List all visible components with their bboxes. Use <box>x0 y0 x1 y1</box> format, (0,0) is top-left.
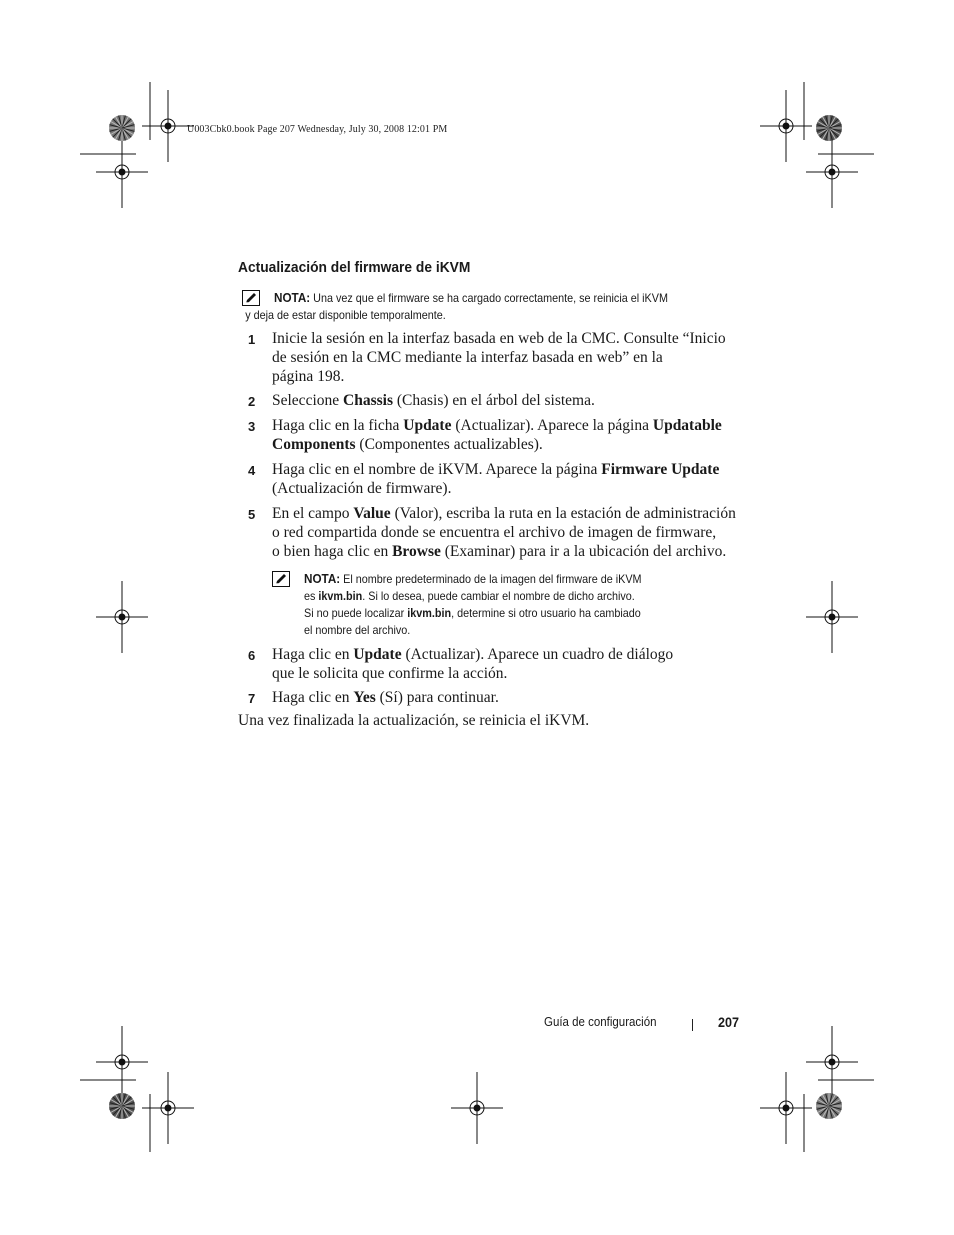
note-text: y deja de estar disponible temporalmente. <box>245 308 446 322</box>
section-title: Actualización del firmware de iKVM <box>238 259 471 276</box>
step-number: 7 <box>248 691 256 706</box>
crosshair-mark <box>806 581 858 653</box>
step-text: o red compartida donde se encuentra el archivo de imagen de firmware, <box>272 524 717 541</box>
note-text: . Si lo desea, puede cambiar el nombre de dicho archivo. <box>362 589 635 603</box>
step-number: 3 <box>248 419 256 434</box>
step-text: Haga clic en la ficha <box>272 417 404 434</box>
step-text: (Componentes actualizables). <box>355 436 543 453</box>
note-label: NOTA: <box>304 571 341 586</box>
step-text: Seleccione <box>272 392 344 409</box>
step-text: que le solicita que confirme la acción. <box>272 665 508 682</box>
note-text: , determine si otro usuario ha cambiado <box>451 606 641 620</box>
page-number: 207 <box>718 1014 740 1030</box>
crosshair-mark <box>96 581 148 653</box>
step-text: (Valor), escriba la ruta en la estación de administración <box>390 505 736 522</box>
step-number: 1 <box>248 332 256 347</box>
crosshair-mark <box>806 1026 858 1098</box>
step-text: (Actualizar). Aparece un cuadro de diálogo <box>401 646 674 663</box>
pencil-note-icon <box>242 290 260 306</box>
ui-term: Updatable <box>652 417 722 434</box>
step-text: (Actualizar). Aparece la página <box>451 417 653 434</box>
closing-paragraph: Una vez finalizada la actualización, se reinicia el iKVM. <box>238 712 590 729</box>
rosette-mark <box>109 1093 135 1119</box>
note-text: Una vez que el firmware se ha cargado correctamente, se reinicia el iKVM <box>310 291 668 305</box>
ui-term: Yes <box>353 689 376 706</box>
note-text: Si no puede localizar <box>304 606 408 620</box>
step-text: Inicie la sesión en la interfaz basada en web de la CMC. Consulte “Inicio <box>272 330 726 347</box>
step-text: (Examinar) para ir a la ubicación del archivo. <box>440 543 727 560</box>
ui-term: Update <box>353 646 402 663</box>
ui-term: Value <box>353 505 391 522</box>
rosette-mark <box>816 115 842 141</box>
step-text: (Actualización de firmware). <box>272 480 452 497</box>
file-name: ikvm.bin <box>318 589 363 603</box>
step-number: 6 <box>248 648 256 663</box>
step-text: Haga clic en <box>272 646 354 663</box>
step-text: (Sí) para continuar. <box>375 689 499 706</box>
crosshair-mark <box>451 1072 503 1144</box>
crosshair-mark <box>96 136 148 208</box>
step-text: de sesión en la CMC mediante la interfaz basada en web” en la <box>272 349 663 366</box>
step-text: página 198. <box>272 368 345 385</box>
step-text: En el campo <box>272 505 354 522</box>
crosshair-mark <box>96 1026 148 1098</box>
step-text: o bien haga clic en <box>272 543 393 560</box>
step-number: 4 <box>248 463 256 478</box>
ui-term: Components <box>272 436 356 453</box>
crosshair-mark <box>806 136 858 208</box>
ui-term: Browse <box>392 543 441 560</box>
footer-divider <box>692 1019 693 1031</box>
step-text: Haga clic en <box>272 689 354 706</box>
step-text: (Chasis) en el árbol del sistema. <box>392 392 595 409</box>
footer-book-title: Guía de configuración <box>544 1015 657 1029</box>
step-number: 2 <box>248 394 256 409</box>
ui-term: Update <box>403 417 452 434</box>
note-label: NOTA: <box>274 290 311 305</box>
file-name: ikvm.bin <box>407 606 452 620</box>
rosette-mark <box>109 115 135 141</box>
note-text: El nombre predeterminado de la imagen del firmware de iKVM <box>340 572 642 586</box>
ui-term: Firmware Update <box>601 461 720 478</box>
note-text: el nombre del archivo. <box>304 623 411 637</box>
pencil-note-icon <box>272 571 290 587</box>
ui-term: Chassis <box>343 392 393 409</box>
book-print-info: U003Cbk0.book Page 207 Wednesday, July 30, 2008 12:01 PM <box>187 124 448 135</box>
step-text: Haga clic en el nombre de iKVM. Aparece la página <box>272 461 602 478</box>
step-number: 5 <box>248 507 256 522</box>
note-text: es <box>304 589 319 603</box>
rosette-mark <box>816 1093 842 1119</box>
